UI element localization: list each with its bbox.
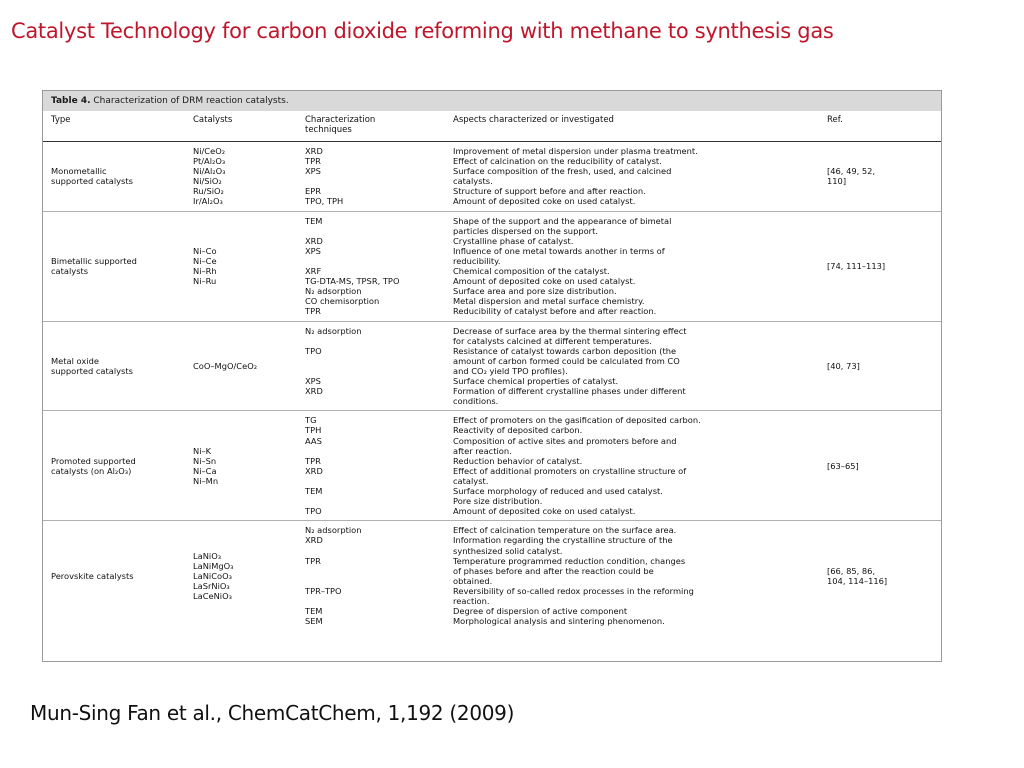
aspects-cell-line: Reversibility of so-called redox processes in the reforming [453, 585, 694, 596]
catalysts-cell [193, 146, 301, 207]
catalysts-cell-line: Ni/CeO₂ [193, 146, 226, 156]
catalysts-cell-line: LaSrNiO₃ [193, 580, 230, 591]
slide-title: Catalyst Technology for carbon dioxide reforming with methane to synthesis gas [11, 19, 834, 43]
aspects-cell-line: Surface area and pore size distribution. [453, 286, 617, 297]
ref-cell-line: [66, 85, 86, [827, 565, 876, 576]
type-cell-line: supported catalysts [51, 365, 133, 376]
type-cell-line: Promoted supported [51, 455, 136, 466]
aspects-cell-line: Improvement of metal dispersion under plasma treatment. [453, 146, 698, 156]
catalysts-cell-line: Ni–Co [193, 245, 217, 256]
aspects-cell-line: Chemical composition of the catalyst. [453, 266, 610, 277]
aspects-cell-line: Effect of promoters on the gasification of deposited carbon. [453, 415, 701, 426]
techniques-cell-line: TPO [305, 506, 322, 517]
techniques-cell-line [305, 596, 450, 606]
header-ref: Ref. [827, 115, 843, 125]
catalysts-cell [193, 246, 301, 286]
table-body [43, 142, 941, 630]
catalysts-cell [193, 551, 301, 601]
ref-cell [827, 361, 927, 371]
catalysts-cell [193, 361, 301, 371]
ref-cell-line: 110] [827, 176, 847, 187]
catalysts-cell-line: LaNiMgO₃ [193, 560, 234, 571]
techniques-cell-line [305, 496, 450, 506]
header-techniques [305, 115, 375, 135]
aspects-cell-line: Temperature programmed reduction condition, changes [453, 555, 686, 566]
catalysts-cell-line: Pt/Al₂O₃ [193, 156, 226, 167]
techniques-cell-line: N₂ adsorption [305, 286, 362, 297]
aspects-cell-line: Effect of calcination temperature on the surface area. [453, 525, 677, 536]
techniques-cell-line: N₂ adsorption [305, 525, 362, 536]
techniques-cell-line: TPR–TPO [305, 585, 342, 596]
aspects-cell-line: Effect of additional promoters on crystalline structure of [453, 465, 687, 476]
type-cell-line: catalysts (on Al₂O₃) [51, 465, 132, 476]
techniques-cell [305, 146, 450, 207]
aspects-cell-line: amount of carbon formed could be calculated from CO [453, 355, 680, 366]
techniques-cell-line: TEM [305, 486, 323, 497]
aspects-cell-line: Degree of dispersion of active component [453, 606, 628, 617]
techniques-cell [305, 525, 450, 626]
catalysts-cell-line: Ni–Ca [193, 465, 217, 476]
techniques-cell-line [305, 356, 450, 366]
aspects-cell-line: Reducibility of catalyst before and after reaction. [453, 306, 657, 317]
techniques-cell-line: EPR [305, 186, 322, 197]
type-cell [51, 166, 191, 186]
aspects-cell-line: Resistance of catalyst towards carbon deposition (the [453, 345, 677, 356]
techniques-cell [305, 415, 450, 516]
ref-cell-line: 104, 114–116] [827, 575, 888, 586]
aspects-cell-line: and CO₂ yield TPO profiles). [453, 365, 568, 376]
aspects-cell-line: after reaction. [453, 445, 512, 456]
table-header-row [43, 111, 941, 142]
aspects-cell-line: Decrease of surface area by the thermal sintering effect [453, 325, 687, 336]
techniques-cell-line: N₂ adsorption [305, 325, 362, 336]
techniques-cell [305, 216, 450, 317]
catalysts-cell-line: LaNiCoO₃ [193, 570, 232, 581]
citation: Mun-Sing Fan et al., ChemCatChem, 1,192 (2009) [30, 701, 515, 725]
catalysts-cell-line: Ni–Sn [193, 455, 217, 466]
aspects-cell-line: Influence of one metal towards another in terms of [453, 245, 665, 256]
table-caption-text: Characterization of DRM reaction catalysts. [93, 96, 289, 106]
ref-cell-line: [40, 73] [827, 360, 860, 371]
aspects-cell-line: Effect of calcination on the reducibility of catalyst. [453, 156, 662, 167]
ref-cell [827, 461, 927, 471]
aspects-cell-line: Reactivity of deposited carbon. [453, 425, 583, 436]
type-cell-line: catalysts [51, 266, 89, 277]
techniques-cell-line: TPO, TPH [305, 196, 344, 207]
techniques-cell-line: AAS [305, 435, 322, 446]
techniques-cell-line: CO chemisorption [305, 296, 380, 307]
techniques-cell-line: XRD [305, 386, 323, 397]
characterization-table [42, 90, 942, 662]
techniques-cell-line: XPS [305, 376, 321, 387]
type-cell [51, 356, 191, 376]
ref-cell-line: [46, 49, 52, [827, 166, 876, 177]
catalysts-cell-line: LaCeNiO₃ [193, 591, 232, 602]
catalysts-cell-line: Ni–Rh [193, 266, 217, 277]
aspects-cell-line: conditions. [453, 396, 499, 407]
table-row [43, 142, 941, 212]
techniques-cell-line: XPS [305, 166, 321, 177]
aspects-cell [453, 326, 823, 407]
aspects-cell-line: Surface morphology of reduced and used catalyst. [453, 486, 663, 497]
techniques-cell-line: XRD [305, 465, 323, 476]
techniques-cell-line [305, 336, 450, 346]
techniques-cell-line: TPR [305, 156, 321, 167]
catalysts-cell-line: Ru/SiO₂ [193, 186, 224, 197]
techniques-cell [305, 326, 450, 397]
type-cell-line: Monometallic [51, 166, 107, 177]
techniques-cell-line: TPR [305, 555, 321, 566]
table-row [43, 322, 941, 412]
type-cell-line: supported catalysts [51, 176, 133, 187]
type-cell-line: Bimetallic supported [51, 255, 137, 266]
aspects-cell-line: Reduction behavior of catalyst. [453, 455, 583, 466]
aspects-cell-line: Pore size distribution. [453, 496, 543, 507]
techniques-cell-line: TG [305, 415, 317, 426]
header-techniques-line-2: techniques [305, 125, 352, 135]
techniques-cell-line: TPO [305, 345, 322, 356]
catalysts-cell [193, 446, 301, 486]
aspects-cell [453, 415, 823, 516]
aspects-cell-line: Composition of active sites and promoters before and [453, 435, 677, 446]
techniques-cell-line [305, 256, 450, 266]
type-cell [51, 456, 191, 476]
catalysts-cell-line: Ni/SiO₂ [193, 176, 222, 187]
aspects-cell [453, 525, 823, 626]
techniques-cell-line: SEM [305, 616, 323, 627]
aspects-cell-line: synthesized solid catalyst. [453, 545, 563, 556]
aspects-cell-line: for catalysts calcined at different temperatures. [453, 335, 652, 346]
techniques-cell-line [305, 476, 450, 486]
aspects-cell-line: Amount of deposited coke on used catalyst. [453, 196, 636, 207]
header-techniques-line-1: Characterization [305, 115, 376, 125]
aspects-cell-line: catalysts. [453, 176, 493, 187]
aspects-cell-line: Information regarding the crystalline structure of the [453, 535, 673, 546]
techniques-cell-line [305, 446, 450, 456]
aspects-cell-line: catalyst. [453, 475, 489, 486]
table-row [43, 521, 941, 630]
aspects-cell-line: Morphological analysis and sintering phenomenon. [453, 616, 665, 627]
techniques-cell-line [305, 576, 450, 586]
type-cell [51, 256, 191, 276]
ref-cell-line: [63–65] [827, 460, 859, 471]
techniques-cell-line: TPR [305, 306, 321, 317]
aspects-cell-line: Amount of deposited coke on used catalyst. [453, 276, 636, 287]
aspects-cell [453, 216, 823, 317]
techniques-cell-line: TPH [305, 425, 322, 436]
techniques-cell-line: TPR [305, 455, 321, 466]
catalysts-cell-line: CoO–MgO/CeO₂ [193, 360, 258, 371]
aspects-cell-line: reducibility. [453, 255, 501, 266]
catalysts-cell-line: Ir/Al₂O₃ [193, 196, 223, 207]
aspects-cell-line: of phases before and after the reaction could be [453, 565, 654, 576]
aspects-cell-line: Shape of the support and the appearance of bimetal [453, 215, 672, 226]
aspects-cell-line: reaction. [453, 596, 490, 607]
aspects-cell-line: Surface composition of the fresh, used, and calcined [453, 166, 672, 177]
aspects-cell-line: particles dispersed on the support. [453, 225, 598, 236]
techniques-cell-line [305, 566, 450, 576]
header-catalysts: Catalysts [193, 115, 233, 125]
techniques-cell-line: TEM [305, 215, 323, 226]
table-caption [43, 91, 941, 111]
aspects-cell-line: Formation of different crystalline phases under different [453, 386, 686, 397]
techniques-cell-line [305, 226, 450, 236]
techniques-cell-line: XRD [305, 535, 323, 546]
aspects-cell [453, 146, 823, 207]
table-row [43, 411, 941, 521]
table-caption-label: Table 4. [51, 96, 91, 106]
aspects-cell-line: Metal dispersion and metal surface chemistry. [453, 296, 645, 307]
catalysts-cell-line: LaNiO₃ [193, 550, 222, 561]
techniques-cell-line: TEM [305, 606, 323, 617]
techniques-cell-line [305, 546, 450, 556]
techniques-cell-line [305, 176, 450, 186]
type-cell-line: Perovskite catalysts [51, 570, 134, 581]
table-row [43, 212, 941, 322]
techniques-cell-line: XRD [305, 235, 323, 246]
ref-cell-line: [74, 111–113] [827, 261, 886, 272]
header-aspects: Aspects characterized or investigated [453, 115, 614, 125]
aspects-cell-line: Structure of support before and after reaction. [453, 186, 646, 197]
header-type: Type [51, 115, 71, 125]
ref-cell [827, 166, 927, 186]
aspects-cell-line: Surface chemical properties of catalyst. [453, 376, 619, 387]
techniques-cell-line: XRD [305, 146, 323, 156]
catalysts-cell-line: Ni–Ru [193, 276, 217, 287]
techniques-cell-line [305, 366, 450, 376]
aspects-cell-line: obtained. [453, 575, 493, 586]
ref-cell [827, 261, 927, 271]
techniques-cell-line: XPS [305, 245, 321, 256]
aspects-cell-line: Crystalline phase of catalyst. [453, 235, 574, 246]
ref-cell [827, 566, 927, 586]
catalysts-cell-line: Ni–K [193, 445, 212, 456]
catalysts-cell-line: Ni/Al₂O₃ [193, 166, 226, 177]
type-cell [51, 571, 191, 581]
techniques-cell-line: XRF [305, 266, 322, 277]
type-cell-line: Metal oxide [51, 355, 99, 366]
techniques-cell-line: TG-DTA-MS, TPSR, TPO [305, 276, 400, 287]
catalysts-cell-line: Ni–Mn [193, 475, 219, 486]
aspects-cell-line: Amount of deposited coke on used catalyst. [453, 506, 636, 517]
catalysts-cell-line: Ni–Ce [193, 255, 217, 266]
